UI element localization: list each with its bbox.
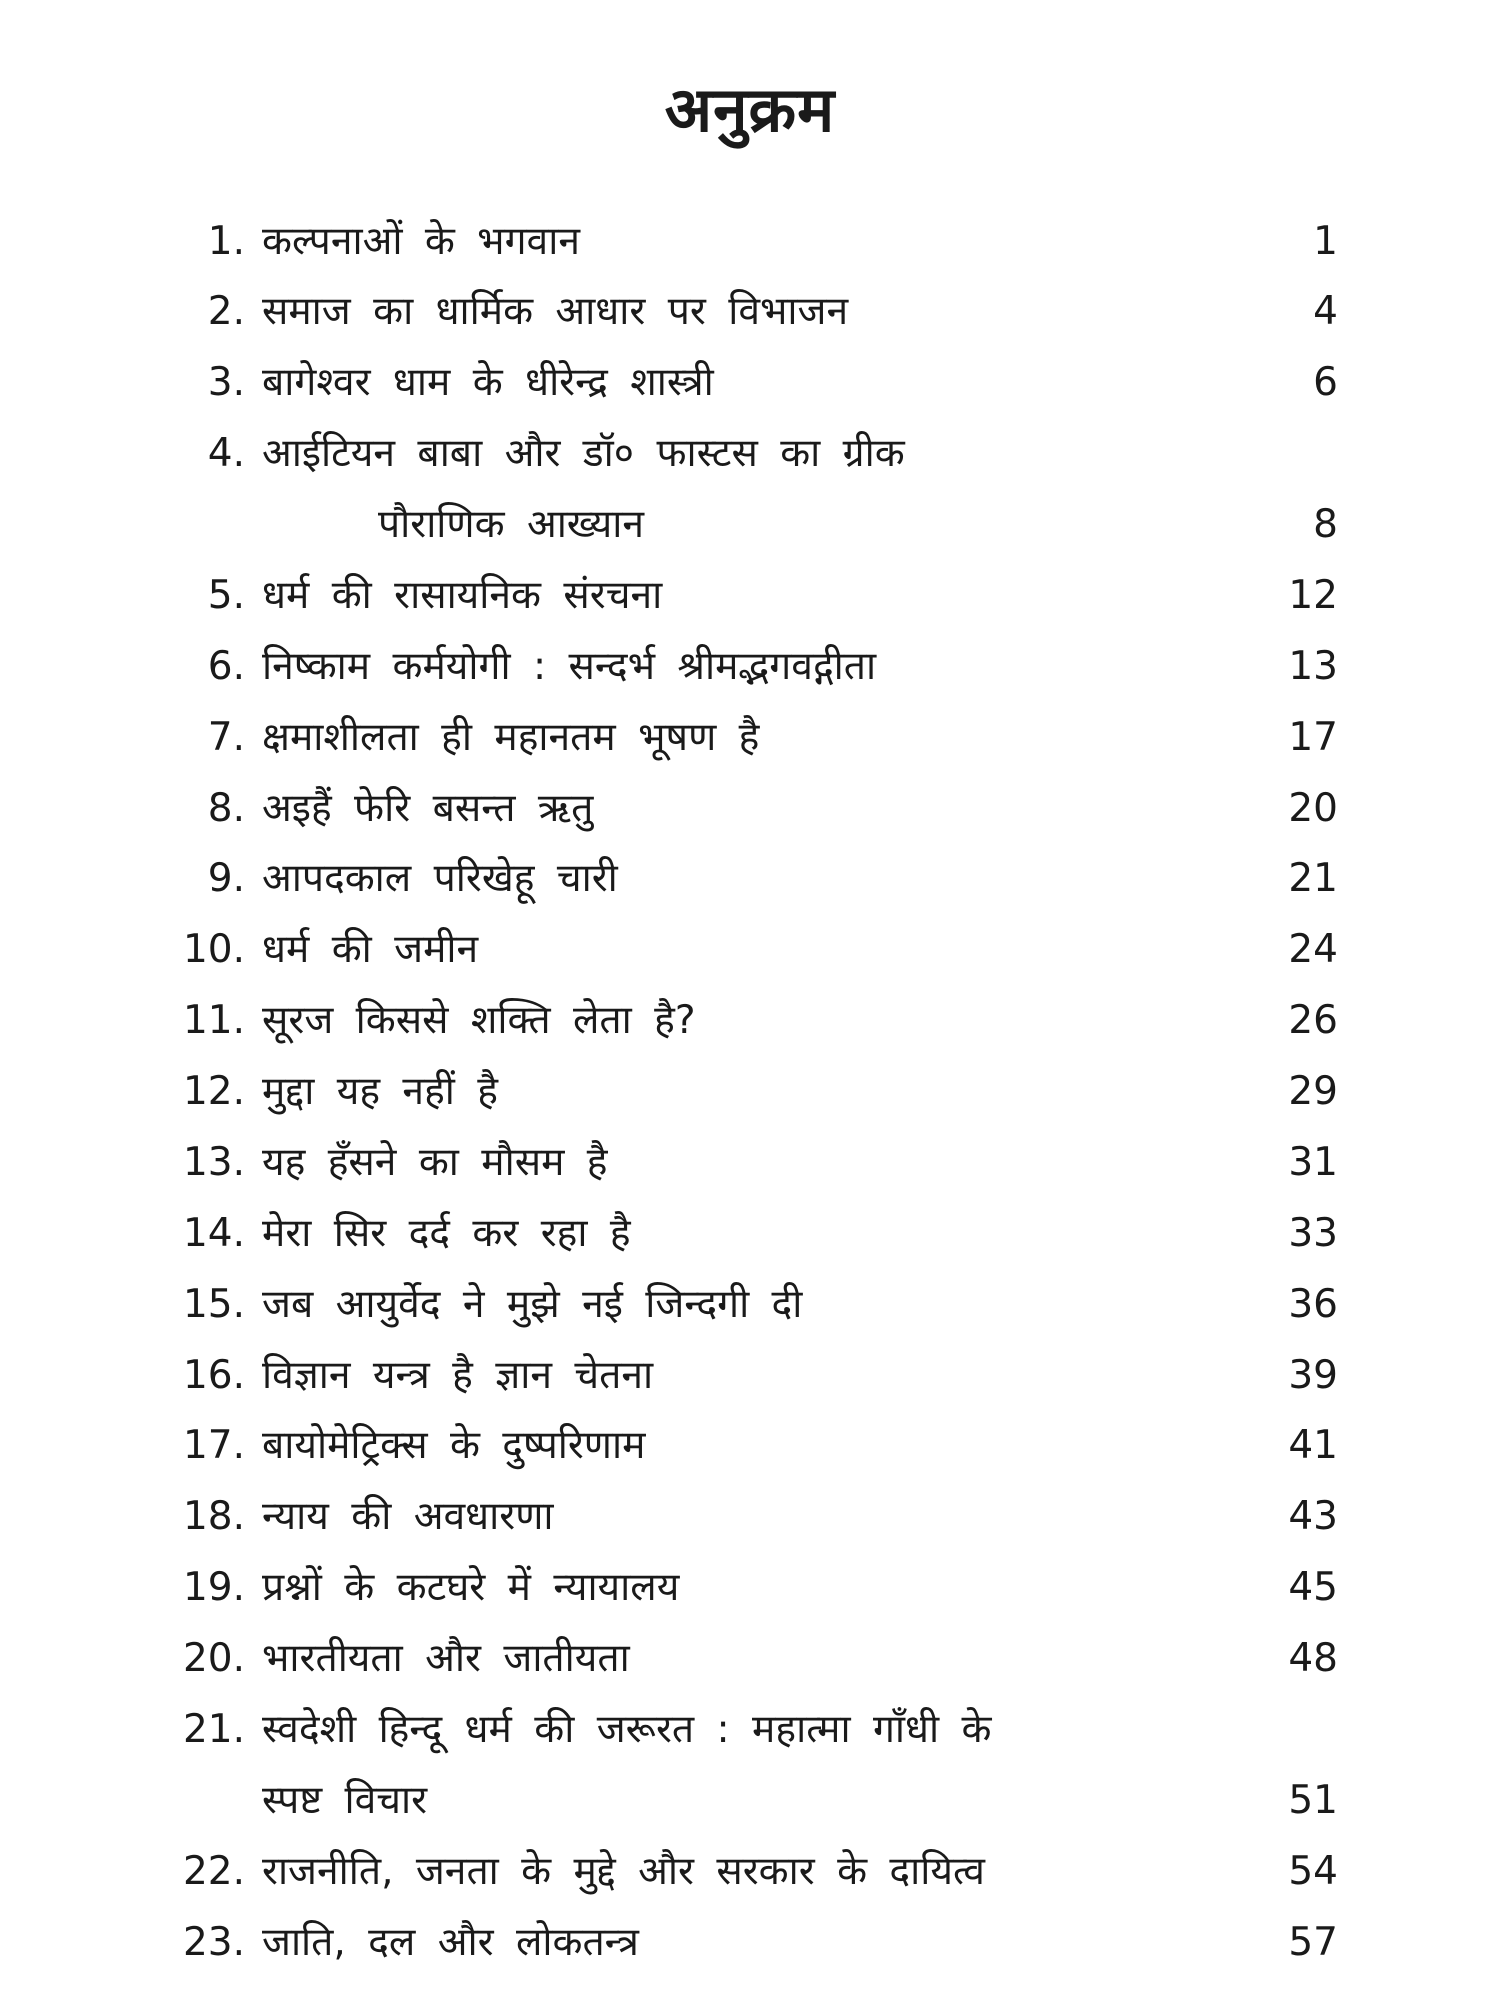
entry-number: 8. — [207, 786, 245, 831]
entry-number: 23. — [182, 1920, 245, 1965]
entry-page-number: 33 — [1288, 1211, 1338, 1256]
entry-page-number: 26 — [1288, 998, 1338, 1043]
entry-title: प्रश्नों के कटघरे में न्यायालय — [262, 1565, 680, 1610]
entry-page-number: 4 — [1313, 289, 1338, 334]
toc-entry — [0, 424, 1500, 484]
entry-page-number: 29 — [1288, 1069, 1338, 1114]
entry-number: 7. — [207, 715, 245, 760]
entry-title: आईटियन बाबा और डॉ० फास्टस का ग्रीक — [262, 431, 905, 476]
toc-entry — [0, 1133, 1500, 1193]
toc-entry — [0, 1204, 1500, 1264]
entry-number: 10. — [182, 927, 245, 972]
toc-entry — [0, 1913, 1500, 1973]
entry-page-number: 48 — [1288, 1636, 1338, 1681]
entry-number: 20. — [182, 1636, 245, 1681]
entry-page-number: 12 — [1288, 573, 1338, 618]
entry-number: 17. — [182, 1423, 245, 1468]
toc-entry — [0, 1558, 1500, 1618]
entry-title: अइहैं फेरि बसन्त ऋतु — [262, 786, 594, 831]
entry-number: 18. — [182, 1494, 245, 1539]
entry-title: भारतीयता और जातीयता — [262, 1636, 630, 1681]
entry-number: 22. — [182, 1849, 245, 1894]
toc-entry — [0, 1346, 1500, 1406]
entry-title: स्वदेशी हिन्दू धर्म की जरूरत : महात्मा गाँधी के — [262, 1707, 992, 1752]
entry-title: जब आयुर्वेद ने मुझे नई जिन्दगी दी — [262, 1282, 803, 1327]
entry-page-number: 31 — [1288, 1140, 1338, 1185]
toc-entry — [0, 1275, 1500, 1335]
entry-number: 14. — [182, 1211, 245, 1256]
entry-title: बागेश्वर धाम के धीरेन्द्र शास्त्री — [262, 360, 714, 405]
entry-number: 6. — [207, 644, 245, 689]
entry-title: धर्म की जमीन — [262, 927, 479, 972]
entry-title: जाति, दल और लोकतन्त्र — [262, 1920, 639, 1965]
entry-page-number: 17 — [1288, 715, 1338, 760]
entry-page-number: 41 — [1288, 1423, 1338, 1468]
entry-number: 1. — [207, 219, 245, 264]
entry-number: 2. — [207, 289, 245, 334]
entry-page-number: 57 — [1288, 1920, 1338, 1965]
entry-number: 15. — [182, 1282, 245, 1327]
toc-entry — [0, 1062, 1500, 1122]
entry-page-number: 36 — [1288, 1282, 1338, 1327]
entry-title: कल्पनाओं के भगवान — [262, 219, 580, 264]
toc-entry — [0, 637, 1500, 697]
entry-title: निष्काम कर्मयोगी : सन्दर्भ श्रीमद्भगवद्गीता — [262, 644, 877, 689]
entry-title: मेरा सिर दर्द कर रहा है — [262, 1211, 631, 1256]
toc-entry — [0, 849, 1500, 909]
toc-entry — [0, 1487, 1500, 1547]
toc-entry-continuation — [0, 1771, 1500, 1831]
entry-page-number: 43 — [1288, 1494, 1338, 1539]
toc-entry — [0, 212, 1500, 272]
entry-page-number: 24 — [1288, 927, 1338, 972]
entry-title: बायोमेट्रिक्स के दुष्परिणाम — [262, 1423, 646, 1468]
toc-entry — [0, 1416, 1500, 1476]
toc-entry — [0, 708, 1500, 768]
entry-page-number: 8 — [1313, 502, 1338, 547]
entry-number: 19. — [182, 1565, 245, 1610]
entry-number: 9. — [207, 856, 245, 901]
entry-number: 13. — [182, 1140, 245, 1185]
toc-entry — [0, 566, 1500, 626]
entry-title: यह हँसने का मौसम है — [262, 1140, 608, 1185]
toc-entry — [0, 353, 1500, 413]
entry-title: सूरज किससे शक्ति लेता है? — [262, 998, 696, 1043]
entry-page-number: 39 — [1288, 1353, 1338, 1398]
entry-page-number: 51 — [1288, 1778, 1338, 1823]
entry-title: धर्म की रासायनिक संरचना — [262, 573, 663, 618]
toc-entry — [0, 1700, 1500, 1760]
entry-number: 11. — [182, 998, 245, 1043]
toc-entry — [0, 282, 1500, 342]
toc-entry — [0, 920, 1500, 980]
entry-page-number: 21 — [1288, 856, 1338, 901]
entry-number: 21. — [182, 1707, 245, 1752]
entry-page-number: 6 — [1313, 360, 1338, 405]
entry-number: 5. — [207, 573, 245, 618]
toc-entry — [0, 1629, 1500, 1689]
entry-title: समाज का धार्मिक आधार पर विभाजन — [262, 289, 849, 334]
toc-entry — [0, 1842, 1500, 1902]
page-title: अनुक्रम — [664, 73, 836, 146]
entry-page-number: 54 — [1288, 1849, 1338, 1894]
entry-page-number: 20 — [1288, 786, 1338, 831]
entry-number: 4. — [207, 431, 245, 476]
entry-number: 3. — [207, 360, 245, 405]
entry-page-number: 1 — [1313, 219, 1338, 264]
entry-number: 12. — [182, 1069, 245, 1114]
entry-title: क्षमाशीलता ही महानतम भूषण है — [262, 715, 760, 760]
toc-entry — [0, 991, 1500, 1051]
entry-number: 16. — [182, 1353, 245, 1398]
entry-page-number: 45 — [1288, 1565, 1338, 1610]
entry-page-number: 13 — [1288, 644, 1338, 689]
toc-entry-continuation — [0, 495, 1500, 555]
entry-title: राजनीति, जनता के मुद्दे और सरकार के दायित्व — [262, 1849, 985, 1894]
entry-title-continuation: स्पष्ट विचार — [262, 1778, 428, 1823]
toc-entry — [0, 779, 1500, 839]
entry-title-continuation: पौराणिक आख्यान — [378, 502, 644, 547]
entry-title: मुद्दा यह नहीं है — [262, 1069, 498, 1114]
entry-title: न्याय की अवधारणा — [262, 1494, 554, 1539]
entry-title: विज्ञान यन्त्र है ज्ञान चेतना — [262, 1353, 654, 1398]
entry-title: आपदकाल परिखेहू चारी — [262, 856, 618, 901]
